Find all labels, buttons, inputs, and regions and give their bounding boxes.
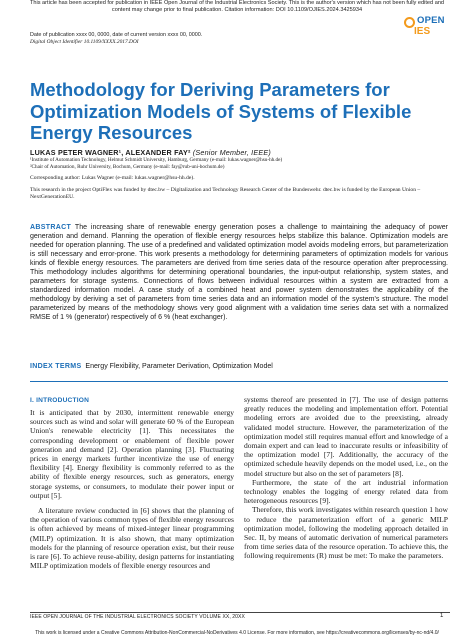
author-line [30, 148, 271, 157]
intro-paragraph-1: It is anticipated that by 2030, intermittent renewable energy sources such as wind and solar will generate 60 % of the European Union's renewable electricity [1]. This necessitates the corresponding development or enablement of flexible power generation and demand [2]. Operation planning [3]. Fluctuating prices in energy markets further incentivize the use of energy flexibility [4]. Energy flexibility is commonly referred to as the ability of flexible energy resources, such as generators, energy storage systems, or consumers, to modulate their power input or output [5]. [30, 408, 234, 500]
logo-open-text: OPEN [417, 15, 445, 26]
abstract-text: The increasing share of renewable energy generation poses a challenge to maintaining the adequacy of power generation and demand. Planning the operation of flexible energy resources helps stabilize this balance. Optimization models are needed for operation planning. The use of a predefined and validated optimization model avoids modeling errors, but parameterization is still necessary and error-prone. This work presents a methodology for determining parameters of optimization models for various kinds of flexible energy resources. The parameters are derived from time series data of the resource operation after preprocessing. This methodology includes algorithms for determining operational boundaries, the input-output relationship, system states, and parameters for storage systems. Connections of flows between individual resources within a system are extracted from a standardized information model. A case study of a combined heat and power system demonstrates the applicability of the methodology by deriving a set of parameters from time series data and an information model of the system's structure. The model parameterized by means of the methodology shows very good alignment with a validation time series data set with a normalized RMSE of 1 % (generator) respectively of 6 % (heat exchanger). [30, 224, 448, 322]
license-notice: This work is licensed under a Creative Commons Attribution-NonCommercial-NoDerivatives 4.0 License. For more information, see https://creativecommons.org/licenses/by-nc-nd/4.0/ [35, 630, 439, 636]
footer-divider [30, 612, 450, 613]
index-terms [30, 363, 448, 370]
funding-note: This research in the project OptiFlex was funded by dtec.bw – Digitalization and Technology Research Center of the Bundeswehr. dtec.bw is funded by the European Union – NextGenerationEU. [30, 187, 421, 201]
left-column [30, 408, 234, 570]
intro-paragraph-3: systems thereof are presented in [7]. The use of design patterns greatly reduces the modeling and implementation effort. Potential modeling errors are avoided due to the preexisting, already validated model structure. However, the parameterization of the optimization model still requires manual effort and knowledge of a domain expert and can lead to inaccurate results or infeasibility of the optimization model [7]. Additionally, the accuracy of the optimized schedule heavily depends on the model used, i.e., on the model structure but also on the set of parameters [8]. [244, 395, 448, 478]
intro-paragraph-2: A literature review conducted in [6] shows that the planning of the operation of various common types of flexible energy resources is often achieved by means of mixed-integer linear programming (MILP) optimization. It is also shown, that many optimization models for the planning of resource operation exist, but their reuse is rare [6]. To achieve reuse-ability, design patterns for instantiating MILP optimization models of flexible energy resources and [30, 506, 235, 571]
right-column [244, 395, 448, 561]
affiliation-1: ¹Institute of Automation Technology, Helmut Schmidt University, Hamburg, Germany (e-mail: lukas.wagner@hsu-hh.de) [30, 157, 283, 163]
doi-identifier: Digital Object Identifier 10.1109/XXXX.2017.DOI [30, 39, 139, 46]
index-terms-label: INDEX TERMS [30, 363, 82, 370]
acceptance-banner [0, 0, 474, 14]
publication-info [30, 32, 202, 46]
paper-title: Methodology for Deriving Parameters for Optimization Models of Systems of Flexible Energy Resources [30, 79, 412, 143]
affiliation-2: ²Chair of Automation, Ruhr University, Bochum, Germany (e-mail: fay@rub-uni-bochum.de) [30, 164, 225, 170]
corresponding-author: Corresponding author: Lukas Wagner (e-mail: lukas.wagner@hsu-hh.de). [30, 175, 195, 181]
abstract-label: ABSTRACT [30, 224, 72, 231]
page-number: 1 [440, 613, 444, 619]
section-heading: I. INTRODUCTION [30, 397, 90, 404]
journal-footer: IEEE OPEN JOURNAL OF THE INDUSTRIAL ELECTRONICS SOCIETY VOLUME XX, 20XX [30, 614, 245, 620]
intro-paragraph-5: Therefore, this work investigates within research question 1 how to reduce the parameterization effort of a generic MILP optimization model, following the modeling approach detailed in Sec. II, by means of automatic derivation of numerical parameters from time series data of the resource operation. To achieve this, the following requirements (R) must be met: To make the parameters. [244, 505, 448, 561]
abstract [30, 223, 448, 323]
index-terms-text: Energy Flexibility, Parameter Derivation, Optimization Model [85, 363, 273, 370]
intro-paragraph-4: Furthermore, the state of the art industrial information technology enables the logging of energy related data from heterogeneous resources [9]. [244, 477, 448, 506]
author-names: LUKAS PETER WAGNER¹, ALEXANDER FAY² [30, 148, 191, 157]
banner-line-1: This article has been accepted for publication in IEEE Open Journal of the Industrial Electronics Society. This is the author's version which has not been fully edited and [29, 0, 445, 6]
author-membership: (Senior Member, IEEE) [192, 148, 271, 157]
banner-line-2: content may change prior to final publication. Citation information: DOI 10.1109/OJIES.2024.3425934 [111, 7, 363, 13]
publication-dates: Date of publication xxxx 00, 0000, date of current version xxxx 00, 0000. [30, 32, 203, 38]
logo-journal-text: IES [414, 26, 431, 37]
abstract-divider [30, 381, 448, 382]
